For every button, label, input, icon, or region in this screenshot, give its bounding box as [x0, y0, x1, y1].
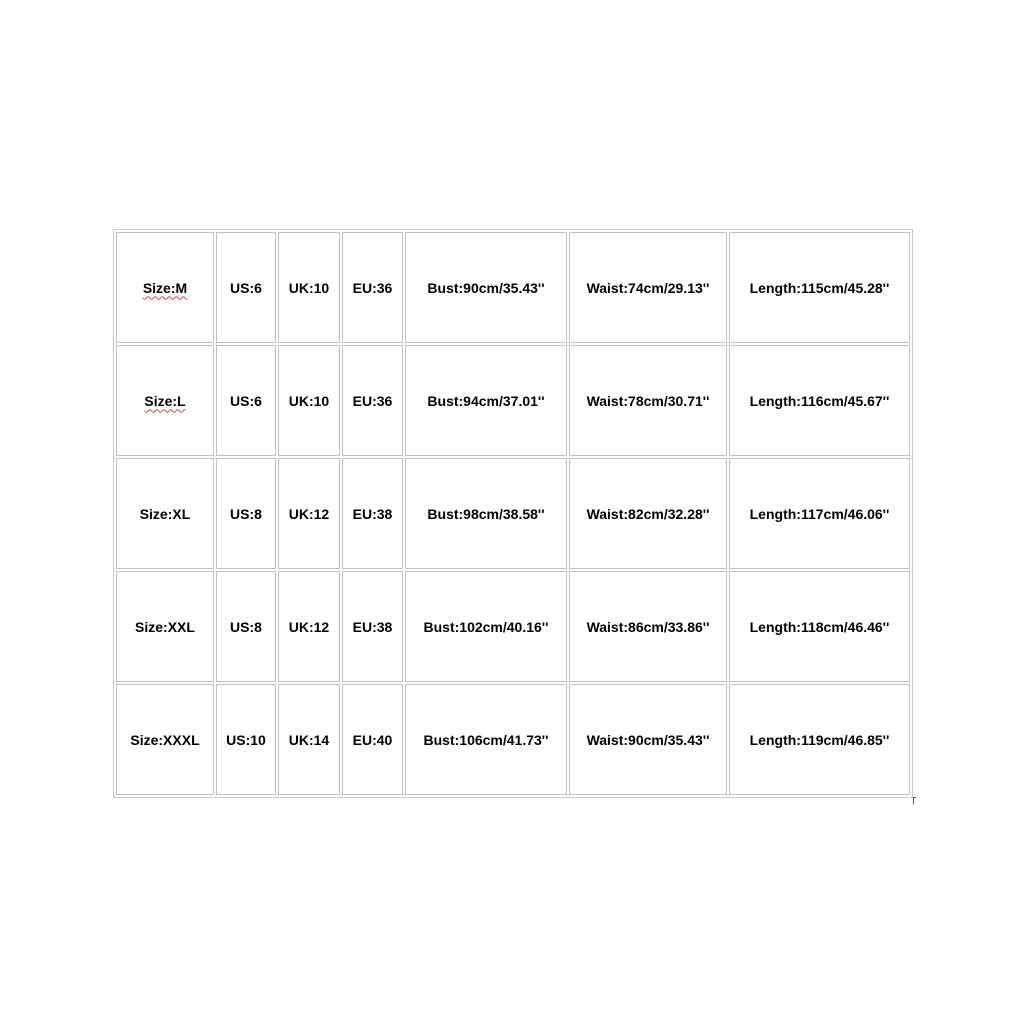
size-chart-body: [116, 232, 910, 795]
length-cell: Length:119cm/46.85'': [729, 684, 910, 795]
waist-cell: Waist:74cm/29.13'': [569, 232, 727, 343]
size-label: Size:XXL: [135, 618, 195, 635]
uk-size-cell: UK:14: [278, 684, 340, 795]
bust-cell: Bust:98cm/38.58'': [405, 458, 567, 569]
us-size-cell: US:8: [216, 458, 276, 569]
waist-cell: Waist:78cm/30.71'': [569, 345, 727, 456]
us-size-cell: US:6: [216, 345, 276, 456]
table-row: [116, 345, 910, 456]
waist-cell: Waist:82cm/32.28'': [569, 458, 727, 569]
size-cell: [116, 232, 214, 343]
size-cell: [116, 458, 214, 569]
size-label: Size:M: [142, 279, 188, 296]
table-row: [116, 232, 910, 343]
eu-size-cell: EU:36: [342, 232, 403, 343]
size-cell: [116, 345, 214, 456]
bust-cell: Bust:106cm/41.73'': [405, 684, 567, 795]
bust-cell: Bust:102cm/40.16'': [405, 571, 567, 682]
length-cell: Length:118cm/46.46'': [729, 571, 910, 682]
length-cell: Length:117cm/46.06'': [729, 458, 910, 569]
size-chart-table: [113, 229, 913, 798]
table-row: [116, 571, 910, 682]
eu-size-cell: EU:36: [342, 345, 403, 456]
size-label: Size:XL: [139, 505, 191, 522]
bust-cell: Bust:94cm/37.01'': [405, 345, 567, 456]
us-size-cell: US:6: [216, 232, 276, 343]
eu-size-cell: EU:38: [342, 458, 403, 569]
us-size-cell: US:8: [216, 571, 276, 682]
uk-size-cell: UK:10: [278, 232, 340, 343]
length-cell: Length:115cm/45.28'': [729, 232, 910, 343]
eu-size-cell: EU:38: [342, 571, 403, 682]
size-cell: [116, 571, 214, 682]
length-cell: Length:116cm/45.67'': [729, 345, 910, 456]
us-size-cell: US:10: [216, 684, 276, 795]
table-row: [116, 684, 910, 795]
waist-cell: Waist:90cm/35.43'': [569, 684, 727, 795]
table-row: [116, 458, 910, 569]
corner-mark: [913, 797, 916, 804]
uk-size-cell: UK:10: [278, 345, 340, 456]
size-label: Size:L: [144, 392, 186, 409]
eu-size-cell: EU:40: [342, 684, 403, 795]
bust-cell: Bust:90cm/35.43'': [405, 232, 567, 343]
uk-size-cell: UK:12: [278, 571, 340, 682]
waist-cell: Waist:86cm/33.86'': [569, 571, 727, 682]
size-cell: [116, 684, 214, 795]
size-label: Size:XXXL: [130, 731, 200, 748]
uk-size-cell: UK:12: [278, 458, 340, 569]
